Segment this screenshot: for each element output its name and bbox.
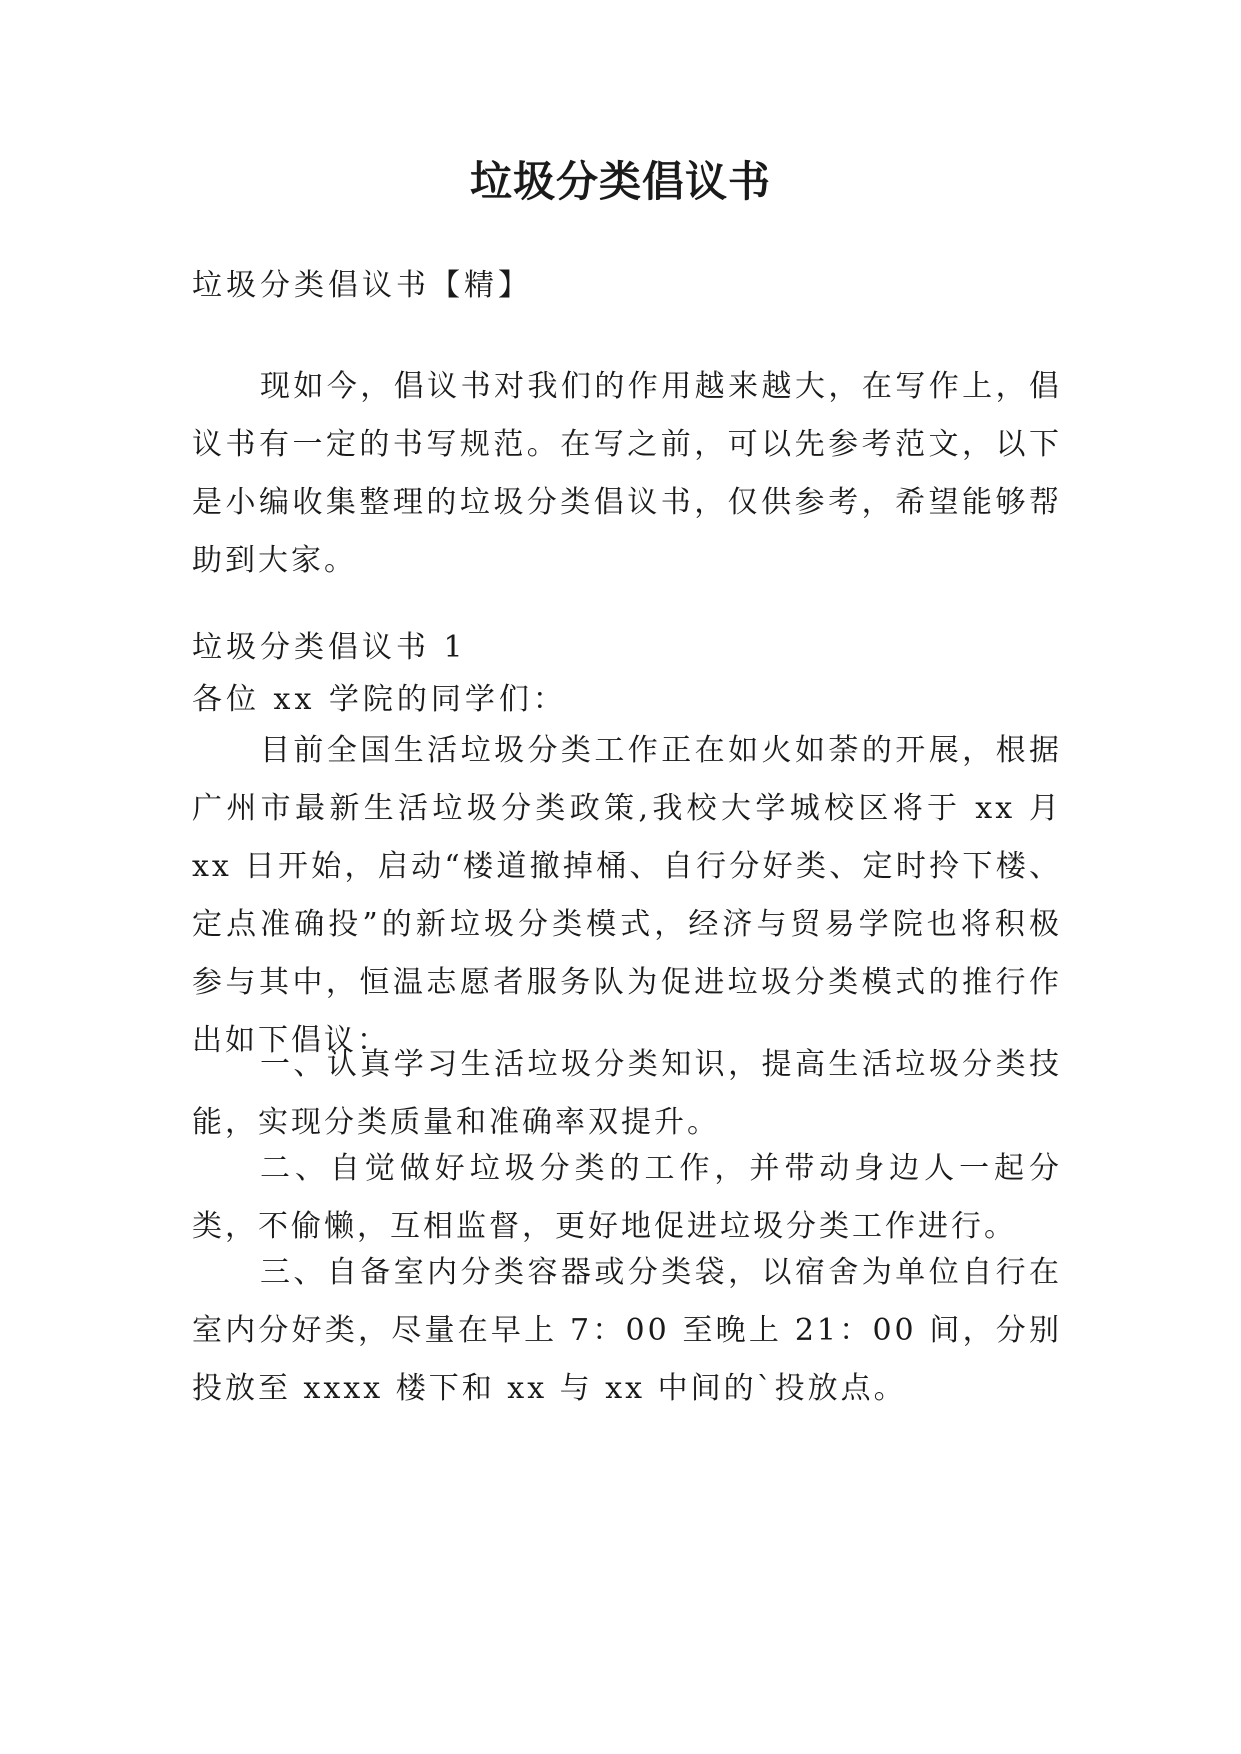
- proposal-item-1: 一、认真学习生活垃圾分类知识，提高生活垃圾分类技能，实现分类质量和准确率双提升。: [192, 1047, 1062, 1140]
- proposal-item-2: 二、自觉做好垃圾分类的工作，并带动身边人一起分类，不偷懒，互相监督，更好地促进垃圾分类工作进行。: [192, 1151, 1062, 1244]
- proposal-item-3: 三、自备室内分类容器或分类袋，以宿舍为单位自行在室内分好类，尽量在早上 7：00 至晚上 21：00 间，分别投放至 xxxx 楼下和 xx 与 xx 中间的`投放点。: [192, 1255, 1062, 1406]
- salutation: 各位 xx 学院的同学们：: [192, 682, 567, 717]
- body-paragraph-1: 目前全国生活垃圾分类工作正在如火如荼的开展，根据广州市最新生活垃圾分类政策,我校大学城校区将于 xx 月 xx 日开始，启动“楼道撤掉桶、自行分好类、定时拎下楼、定点准确投”的新垃圾分类模式，经济与贸易学院也将积极参与其中，恒温志愿者服务队为促进垃圾分类模式的推行作出如下倡议：: [192, 733, 1062, 1058]
- intro-paragraph: 现如今，倡议书对我们的作用越来越大，在写作上，倡议书有一定的书写规范。在写之前，可以先参考范文，以下是小编收集整理的垃圾分类倡议书，仅供参考，希望能够帮助到大家。: [192, 369, 1062, 578]
- section-heading: 垃圾分类倡议书 1: [192, 630, 467, 665]
- document-title: 垃圾分类倡议书: [469, 157, 771, 206]
- document-subtitle: 垃圾分类倡议书【精】: [192, 268, 532, 303]
